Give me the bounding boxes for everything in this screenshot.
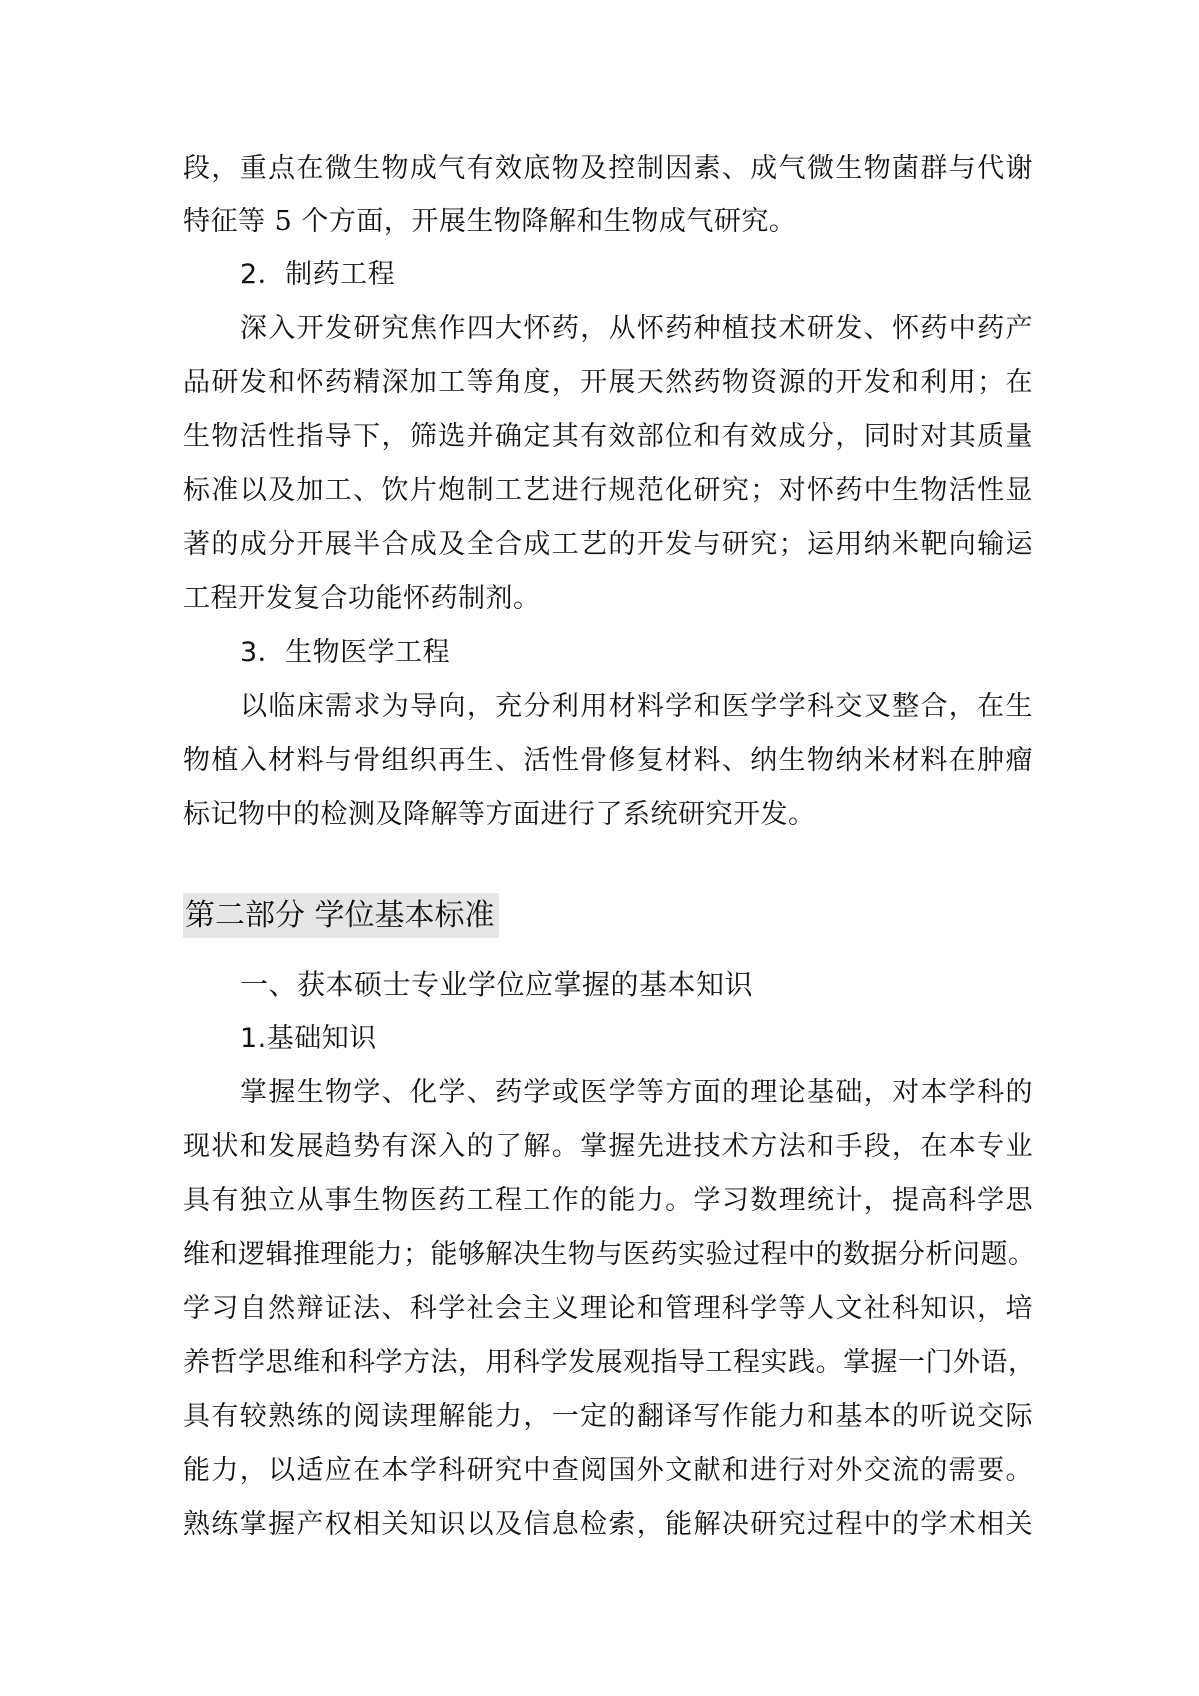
paragraph-line: 工程开发复合功能怀药制剂。 [183, 583, 541, 614]
section-one-heading: 一、获本硕士专业学位应掌握的基本知识 [240, 968, 754, 1001]
subsection-heading-biomed: 3．生物医学工程 [240, 637, 451, 668]
paragraph-line: 标记物中的检测及降解等方面进行了系统研究开发。 [183, 799, 816, 830]
paragraph-line: 段，重点在微生物成气有效底物及控制因素、成气微生物菌群与代谢 [183, 153, 1033, 184]
subsection-heading-pharma: 2．制药工程 [240, 259, 396, 290]
paragraph-line: 深入开发研究焦作四大怀药，从怀药种植技术研发、怀药中药产 [240, 313, 1033, 344]
paragraph-line: 著的成分开展半合成及全合成工艺的开发与研究；运用纳米靶向输运 [183, 529, 1033, 560]
paragraph-line: 生物活性指导下，筛选并确定其有效部位和有效成分，同时对其质量 [183, 421, 1033, 452]
paragraph-line: 熟练掌握产权相关知识以及信息检索，能解决研究过程中的学术相关 [183, 1509, 1033, 1540]
paragraph-line: 养哲学思维和科学方法，用科学发展观指导工程实践。掌握一门外语， [183, 1347, 1036, 1378]
part-two-title: 第二部分 学位基本标准 [183, 893, 499, 938]
paragraph-line: 物植入材料与骨组织再生、活性骨修复材料、纳生物纳米材料在肿瘤 [183, 745, 1033, 776]
paragraph-line: 具有较熟练的阅读理解能力，一定的翻译写作能力和基本的听说交际 [183, 1401, 1033, 1432]
paragraph-line: 以临床需求为导向，充分利用材料学和医学学科交叉整合，在生 [240, 691, 1033, 722]
paragraph-line: 能力，以适应在本学科研究中查阅国外文献和进行对外交流的需要。 [183, 1455, 1033, 1486]
paragraph-line: 具有独立从事生物医药工程工作的能力。学习数理统计，提高科学思 [183, 1185, 1033, 1216]
paragraph-line: 标准以及加工、饮片炮制工艺进行规范化研究；对怀药中生物活性显 [183, 475, 1033, 506]
paragraph-line: 现状和发展趋势有深入的了解。掌握先进技术方法和手段，在本专业 [183, 1131, 1033, 1162]
paragraph-line: 特征等 5 个方面，开展生物降解和生物成气研究。 [183, 206, 797, 237]
basic-knowledge-heading: 1.基础知识 [240, 1023, 377, 1054]
paragraph-line: 维和逻辑推理能力；能够解决生物与医药实验过程中的数据分析问题。 [183, 1239, 1036, 1270]
paragraph-line: 品研发和怀药精深加工等角度，开展天然药物资源的开发和利用；在 [183, 367, 1033, 398]
paragraph-line: 掌握生物学、化学、药学或医学等方面的理论基础，对本学科的 [240, 1077, 1033, 1108]
paragraph-line: 学习自然辩证法、科学社会主义理论和管理科学等人文社科知识，培 [183, 1293, 1033, 1324]
